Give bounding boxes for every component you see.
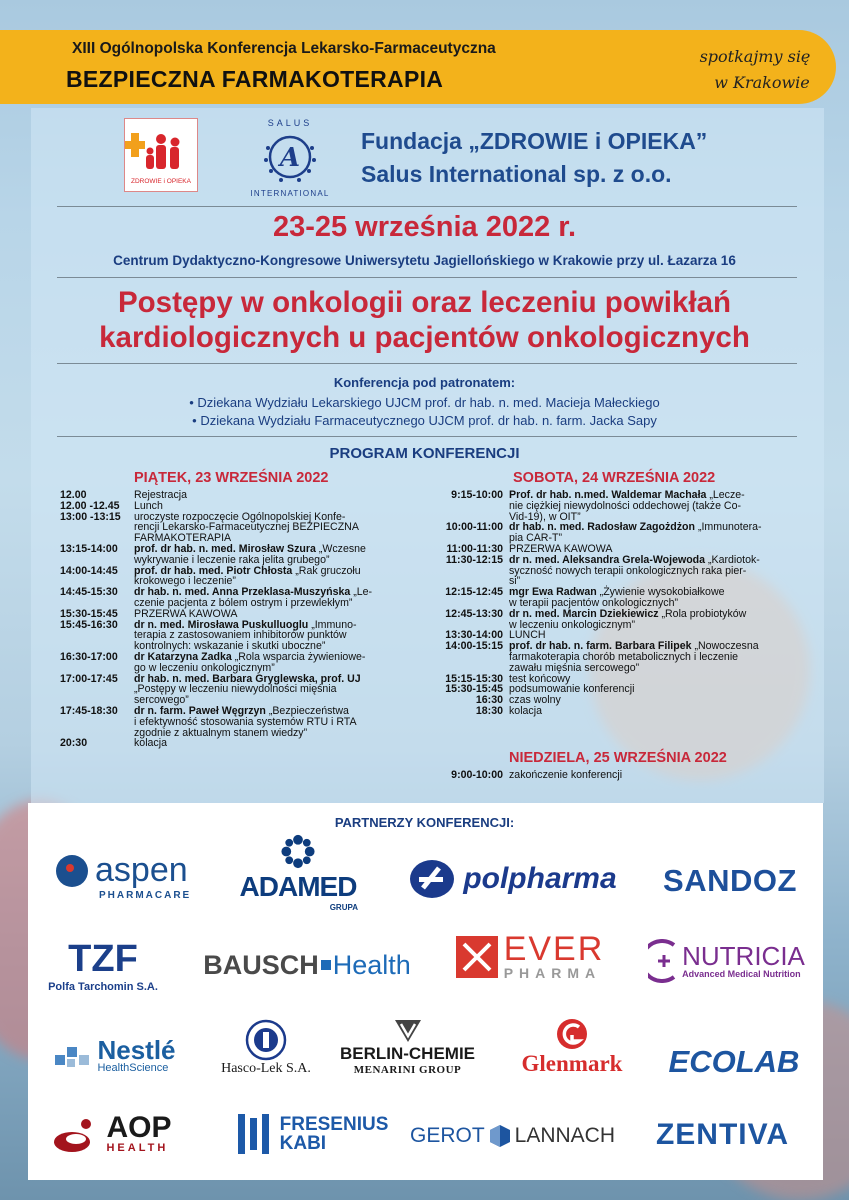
friday-heading: PIĄTEK, 23 WRZEŚNIA 2022	[134, 470, 329, 486]
organizer-foundation: Fundacja „ZDROWIE i OPIEKA”	[361, 128, 708, 154]
patron-item: • Dziekana Wydziału Farmaceutycznego UJCM prof. dr hab. n. farm. Jacka Sapy	[192, 413, 657, 428]
conference-dates: 23-25 września 2022 r.	[272, 211, 577, 243]
partners-heading: PARTNERZY KONFERENCJI:	[334, 815, 515, 830]
conference-series: XIII Ogólnopolska Konferencja Lekarsko-Farmaceutyczna	[72, 40, 496, 57]
schedule-row	[441, 641, 804, 673]
schedule-time: 20:30	[60, 737, 88, 750]
schedule-row	[60, 674, 400, 706]
schedule-description: podsumowanie konferencji	[509, 683, 635, 696]
zentiva-logo: ZENTIVA	[655, 1118, 790, 1151]
patronage-heading: Konferencja pod patronatem:	[333, 375, 516, 390]
schedule-description: Lunch	[134, 499, 163, 512]
schedule-description: dr n. med. Marcin Dziekiewicz „Rola probiotyków w leczeniu onkologicznym”	[509, 607, 747, 631]
schedule-description: dr hab. n. med. Radosław Zagożdżon „Immunotera- pia CAR-T”	[509, 521, 762, 545]
hasco-lek-logo: Hasco-Lek S.A.	[210, 1015, 322, 1080]
aop-health-logo: AOP HEALTH	[42, 1108, 182, 1160]
svg-text:A: A	[279, 143, 301, 173]
schedule-row	[60, 706, 400, 738]
divider	[57, 363, 797, 364]
conference-title: Postępy w onkologii oraz leczeniu powikłań kardiologicznych u pacjentów onkologicznych	[99, 286, 750, 354]
schedule-description: mgr Ewa Radwan „Żywienie wysokobiałkowe w terapii pacjentów onkologicznych”	[509, 586, 725, 609]
sandoz-logo: SANDOZ	[663, 863, 797, 898]
adamed-emblem-icon	[278, 832, 318, 871]
schedule-time: 12:45-13:30	[445, 607, 503, 620]
schedule-description: prof. dr hab. med. Piotr Chłosta „Rak gruczołu krokowego i leczenie”	[134, 564, 361, 588]
schedule-row	[60, 544, 400, 566]
gerot-lannach-logo: GEROT LANNACH	[409, 1124, 616, 1147]
schedule-row	[60, 652, 400, 674]
schedule-description: dr n. med. Mirosława Puskulluoglu „Immuno- terapia z zastosowaniem inhibitorów punktów kontrolnych: wskazanie i skutki uboczne”	[134, 618, 357, 653]
schedule-time: 15:30-15:45	[60, 607, 118, 620]
sunday-schedule	[441, 770, 804, 781]
schedule-time: 18:30	[475, 704, 503, 717]
fresenius-kabi-logo: FRESENIUS KABI	[232, 1108, 392, 1160]
aspen-logo: aspen PHARMACARE	[55, 845, 205, 907]
polpharma-logo: polpharma	[398, 855, 628, 903]
schedule-description: kolacja	[134, 737, 167, 750]
schedule-time: 9:00-10:00	[451, 769, 503, 781]
zdrowie-i-opieka-logo	[124, 118, 198, 192]
divider	[57, 277, 797, 278]
nutricia-logo: NUTRICIA Advanced Medical Nutrition	[644, 935, 809, 987]
divider	[57, 206, 797, 207]
schedule-time: 14:00-14:45	[60, 564, 118, 577]
patron-item: • Dziekana Wydziału Lekarskiego UJCM prof. dr hab. n. med. Macieja Małeckiego	[189, 395, 660, 410]
schedule-description: PRZERWA KAWOWA	[134, 607, 238, 620]
schedule-time: 11:00-11:30	[446, 542, 503, 555]
schedule-description: kolacja	[509, 704, 542, 717]
schedule-description: dr hab. n. med. Barbara Gryglewska, prof. UJ „Postępy w leczeniu niewydolności mięśnia sercowego”	[134, 672, 361, 707]
schedule-row	[441, 706, 804, 717]
conference-venue: Centrum Dydaktyczno-Kongresowe Uniwersytetu Jagiellońskiego w Krakowie przy ul. Łazarza 16	[113, 253, 736, 268]
schedule-time: 12:15-12:45	[445, 586, 503, 599]
svg-text:ZDROWIE i OPIEKA: ZDROWIE i OPIEKA	[131, 178, 191, 185]
schedule-description: prof. dr hab. n. med. Mirosław Szura „Wczesne wykrywanie i leczenie raka jelita grubego”	[134, 542, 366, 566]
schedule-description: zakończenie konferencji	[509, 769, 623, 781]
svg-text:SALUS: SALUS	[267, 118, 313, 128]
schedule-row	[60, 587, 400, 609]
schedule-description: Prof. dr hab. n.med. Waldemar Machała „Lecze- nie ciężkiej niewydolności oddechowej (także Co- Vid-19), w OIT”	[509, 489, 745, 523]
schedule-time: 14:00-15:15	[445, 640, 503, 653]
schedule-description: LUNCH	[509, 629, 546, 642]
program-heading: PROGRAM KONFERENCJI	[329, 445, 520, 462]
divider	[57, 436, 797, 437]
schedule-time: 9:15-10:00	[451, 489, 503, 501]
schedule-time: 12.00	[60, 489, 87, 501]
schedule-row	[60, 566, 400, 588]
schedule-row	[441, 555, 804, 587]
friday-schedule	[60, 490, 400, 749]
schedule-time: 16:30	[475, 694, 503, 707]
adamed-logo: ADAMED GRUPA	[232, 832, 364, 912]
schedule-time: 13:30-14:00	[445, 629, 503, 642]
berlin-chemie-logo: BERLIN-CHEMIE MENARINI GROUP	[330, 1012, 485, 1082]
sunday-heading: NIEDZIELA, 25 WRZEŚNIA 2022	[509, 750, 727, 766]
ecolab-logo: ECOLAB	[668, 1044, 800, 1079]
schedule-description: dr Katarzyna Zadka „Rola wsparcia żywieniowe- go w leczeniu onkologicznym”	[134, 650, 366, 674]
schedule-row	[60, 738, 400, 749]
svg-text:INTERNATIONAL: INTERNATIONAL	[250, 189, 330, 198]
schedule-row	[60, 620, 400, 652]
schedule-description: PRZERWA KAWOWA	[509, 542, 613, 555]
salus-international-logo	[244, 112, 336, 202]
polfa-tarchomin-logo: TZF Polfa Tarchomin S.A.	[48, 937, 158, 993]
schedule-description: dr n. med. Aleksandra Grela-Wojewoda „Kardiotok- syczność nowych terapii onkologicznych raka pier- si”	[509, 553, 760, 588]
schedule-time: 13:00 -13:15	[60, 510, 121, 523]
schedule-time: 12.00 -12.45	[60, 499, 120, 512]
schedule-description: Rejestracja	[134, 489, 187, 501]
schedule-row	[441, 490, 804, 522]
schedule-time: 15:30-15:45	[445, 683, 503, 696]
schedule-time: 17:00-17:45	[60, 672, 118, 685]
schedule-time: 14:45-15:30	[60, 586, 118, 599]
saturday-heading: SOBOTA, 24 WRZEŚNIA 2022	[513, 470, 716, 486]
conference-name: BEZPIECZNA FARMAKOTERAPIA	[66, 66, 444, 92]
schedule-description: czas wolny	[509, 694, 561, 707]
schedule-row	[60, 512, 400, 544]
schedule-time: 11:30-12:15	[445, 553, 503, 566]
schedule-row	[441, 587, 804, 609]
schedule-description: dr hab. n. med. Anna Przeklasa-Muszyńska „Le- czenie pacjenta z bólem ostrym i przewlekłym”	[134, 586, 373, 609]
organizer-company: Salus International sp. z o.o.	[361, 161, 672, 187]
schedule-row	[441, 770, 804, 781]
schedule-time: 15:15-15:30	[445, 672, 503, 685]
saturday-schedule	[441, 490, 804, 717]
schedule-time: 15:45-16:30	[60, 618, 118, 631]
schedule-description: prof. dr hab. n. farm. Barbara Filipek „Nowoczesna farmakoterapia chorób metabolicznych i leczenie zawału mięśnia sercowego”	[509, 640, 759, 674]
schedule-time: 17:45-18:30	[60, 704, 118, 717]
schedule-description: dr n. farm. Paweł Węgrzyn „Bezpieczeństwa i efektywność stosowania systemów RTU i RTA zgodnie z aktualnym stanem wiedzy”	[134, 704, 357, 739]
schedule-time: 13:15-14:00	[60, 542, 118, 555]
schedule-row	[441, 609, 804, 631]
schedule-time: 16:30-17:00	[60, 650, 118, 663]
schedule-row	[441, 522, 804, 544]
ever-pharma-logo: EVER PHARMA	[444, 932, 616, 982]
schedule-time: 10:00-11:00	[445, 521, 503, 534]
glenmark-logo: Glenmark	[502, 1012, 642, 1082]
schedule-description: test końcowy	[509, 672, 571, 685]
header-tagline: spotkajmy się w Krakowie	[699, 47, 811, 92]
nestle-health-science-logo: Nestlé HealthScience	[42, 1030, 187, 1082]
schedule-description: uroczyste rozpoczęcie Ogólnopolskiej Konfe- rencji Lekarsko-Farmaceutycznej BEZPIECZNA FARMAKOTERAPIA	[134, 510, 359, 545]
bausch-health-logo: BAUSCH Health	[203, 949, 411, 980]
